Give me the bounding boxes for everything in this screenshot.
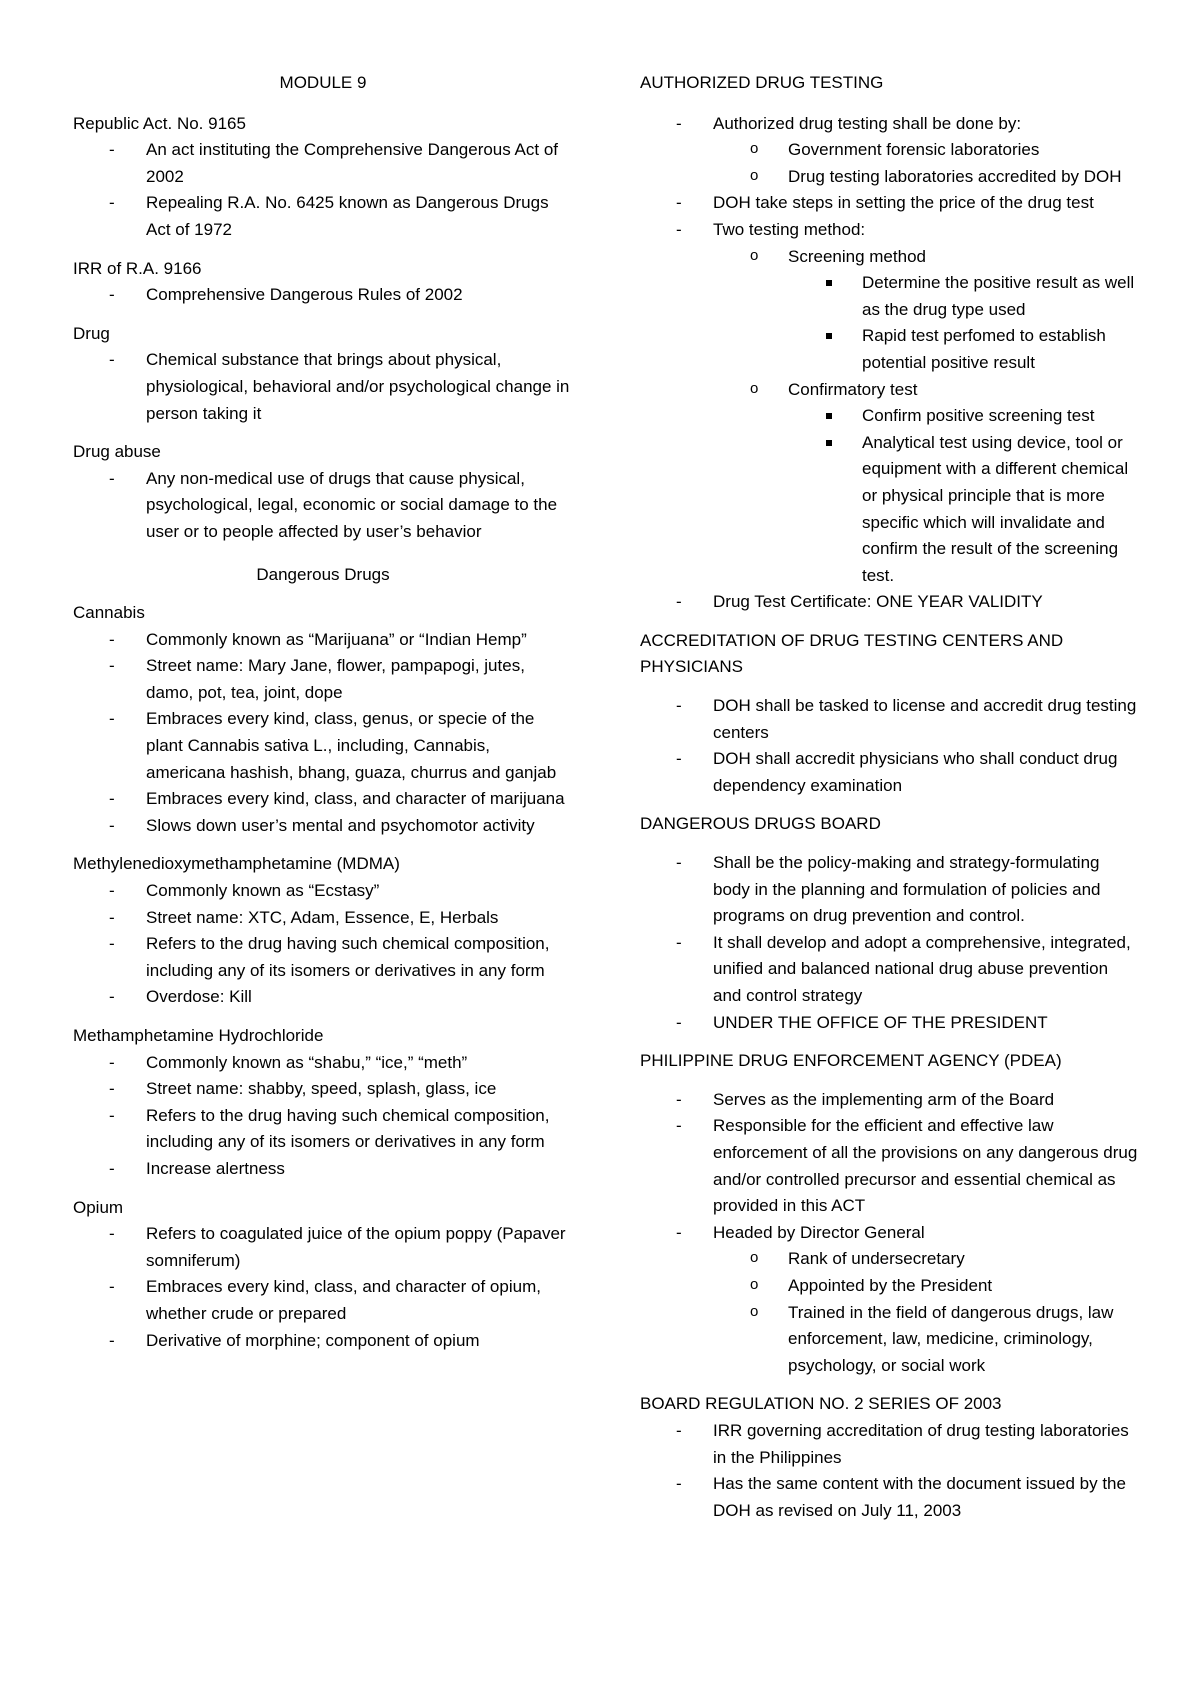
list-item: - Embraces every kind, class, and character of opium, whether crude or prepared: [73, 1274, 573, 1327]
dangerous-drugs-heading-wrap: [73, 562, 573, 589]
section-heading: PHILIPPINE DRUG ENFORCEMENT AGENCY (PDEA): [640, 1051, 1062, 1071]
sub-sub-list-item: Determine the positive result as well as the drug type used: [640, 270, 1140, 323]
list-item: - Commonly known as “Ecstasy”: [73, 878, 573, 905]
list-item: - Commonly known as “Marijuana” or “Indian Hemp”: [73, 627, 573, 654]
sub-list-item: o Drug testing laboratories accredited by DOH: [640, 164, 1140, 191]
section-irr: [73, 256, 573, 309]
sub-sub-list-item: Analytical test using device, tool or equipment with a different chemical or physical principle that is more specific which will invalidate and confirm the result of the screening test.: [640, 430, 1140, 590]
list-item: - Street name: Mary Jane, flower, pampapogi, jutes, damo, pot, tea, joint, dope: [73, 653, 573, 706]
list-item: - DOH shall be tasked to license and accredit drug testing centers: [640, 693, 1140, 746]
list-item-text: Authorized drug testing shall be done by:: [713, 113, 1022, 133]
list-item: - Serves as the implementing arm of the Board: [640, 1087, 1140, 1114]
list-item: - Comprehensive Dangerous Rules of 2002: [73, 282, 573, 309]
sub-sub-list: [788, 270, 1140, 376]
section-dangerous-drugs-board: [640, 811, 1140, 1036]
section-heading: Drug: [73, 323, 110, 343]
sub-list: [713, 137, 1140, 190]
list-item: [640, 1220, 1140, 1380]
module-title: MODULE 9: [279, 73, 367, 92]
dangerous-drugs-heading: Dangerous Drugs: [256, 564, 390, 584]
bullet-list: [640, 850, 1140, 1036]
list-item: - Commonly known as “shabu,” “ice,” “meth”: [73, 1050, 573, 1077]
list-item: - Embraces every kind, class, genus, or specie of the plant Cannabis sativa L., including, Cannabis, americana hashish, bhang, guaza, churrus and ganjab: [73, 706, 573, 786]
list-item: - Derivative of morphine; component of opium: [73, 1328, 573, 1355]
bullet-list: [640, 111, 1140, 616]
list-item: - UNDER THE OFFICE OF THE PRESIDENT: [640, 1010, 1140, 1037]
bullet-list: [73, 878, 573, 1011]
section-heading: Cannabis: [73, 603, 145, 623]
section-cannabis: [73, 600, 573, 839]
list-item-text: Two testing method:: [713, 219, 866, 239]
list-item: - Has the same content with the document issued by the DOH as revised on July 11, 2003: [640, 1471, 1140, 1524]
sub-list-item: [640, 377, 1140, 590]
section-methamphetamine: [73, 1023, 573, 1183]
list-item: - Street name: shabby, speed, splash, glass, ice: [73, 1076, 573, 1103]
sub-list: [713, 1246, 1140, 1379]
bullet-list: [73, 627, 573, 840]
list-item: - Any non-medical use of drugs that cause physical, psychological, legal, economic or social damage to the user or to people affected by user’s behavior: [73, 466, 573, 546]
list-item: - Refers to the drug having such chemical composition, including any of its isomers or derivatives in any form: [73, 1103, 573, 1156]
sub-list-item: o Trained in the field of dangerous drugs, law enforcement, law, medicine, criminology, psychology, or social work: [640, 1300, 1140, 1380]
section-opium: [73, 1195, 573, 1355]
section-mdma: [73, 851, 573, 1011]
section-heading: Methylenedioxymethamphetamine (MDMA): [73, 854, 400, 874]
section-authorized-testing: [640, 70, 1140, 616]
bullet-list: [73, 347, 573, 427]
list-item: - Drug Test Certificate: ONE YEAR VALIDITY: [640, 589, 1140, 616]
bullet-list: [73, 466, 573, 546]
section-drug: [73, 321, 573, 427]
list-item: - Shall be the policy-making and strategy-formulating body in the planning and formulation of policies and programs on drug prevention and control.: [640, 850, 1140, 930]
section-board-regulation: [640, 1391, 1140, 1524]
sub-list-item: o Government forensic laboratories: [640, 137, 1140, 164]
bullet-list: [73, 1050, 573, 1183]
list-item: - Refers to the drug having such chemical composition, including any of its isomers or derivatives in any form: [73, 931, 573, 984]
sub-sub-list: [788, 403, 1140, 589]
list-item: - Repealing R.A. No. 6425 known as Dangerous Drugs Act of 1972: [73, 190, 573, 243]
section-republic-act: [73, 111, 573, 244]
list-item: - Chemical substance that brings about physical, physiological, behavioral and/or psychological change in person taking it: [73, 347, 573, 427]
list-item: - An act instituting the Comprehensive Dangerous Act of 2002: [73, 137, 573, 190]
list-item: - IRR governing accreditation of drug testing laboratories in the Philippines: [640, 1418, 1140, 1471]
sub-sub-list-item: Confirm positive screening test: [640, 403, 1140, 430]
section-heading: ACCREDITATION OF DRUG TESTING CENTERS AND PHYSICIANS: [640, 630, 1064, 677]
bullet-list: [640, 693, 1140, 799]
sub-list-item: o Rank of undersecretary: [640, 1246, 1140, 1273]
sub-list-item-text: Confirmatory test: [788, 379, 918, 399]
list-item: - DOH shall accredit physicians who shall conduct drug dependency examination: [640, 746, 1140, 799]
section-heading: DANGEROUS DRUGS BOARD: [640, 814, 881, 834]
list-item: - Street name: XTC, Adam, Essence, E, Herbals: [73, 905, 573, 932]
bullet-list: [640, 1087, 1140, 1380]
section-heading: Methamphetamine Hydrochloride: [73, 1026, 324, 1045]
list-item: [640, 111, 1140, 191]
list-item: - Responsible for the efficient and effective law enforcement of all the provisions on any dangerous drug and/or controlled precursor and essential chemical as provided in this ACT: [640, 1113, 1140, 1219]
section-heading: Republic Act. No. 9165: [73, 113, 246, 133]
left-column: [73, 70, 573, 1366]
list-item: - Slows down user’s mental and psychomotor activity: [73, 813, 573, 840]
sub-list-item: [640, 244, 1140, 377]
list-item: - It shall develop and adopt a comprehensive, integrated, unified and balanced national drug abuse prevention and control strategy: [640, 930, 1140, 1010]
section-accreditation: [640, 628, 1140, 800]
section-heading: Opium: [73, 1197, 124, 1217]
section-heading: Drug abuse: [73, 442, 161, 462]
list-item: - Overdose: Kill: [73, 984, 573, 1011]
section-heading: BOARD REGULATION NO. 2 SERIES OF 2003: [640, 1394, 1002, 1414]
sub-list-item: o Appointed by the President: [640, 1273, 1140, 1300]
list-item: - Refers to coagulated juice of the opium poppy (Papaver somniferum): [73, 1221, 573, 1274]
sub-list: [713, 244, 1140, 590]
bullet-list: [73, 1221, 573, 1354]
section-heading: AUTHORIZED DRUG TESTING: [640, 73, 884, 92]
list-item: - DOH take steps in setting the price of the drug test: [640, 190, 1140, 217]
sub-sub-list-item: Rapid test perfomed to establish potential positive result: [640, 323, 1140, 376]
right-column: [640, 70, 1140, 1536]
section-heading: IRR of R.A. 9166: [73, 258, 202, 278]
bullet-list: [640, 1418, 1140, 1524]
section-pdea: [640, 1048, 1140, 1379]
section-drug-abuse: [73, 439, 573, 545]
list-item: [640, 217, 1140, 589]
bullet-list: [73, 282, 573, 309]
sub-list-item-text: Screening method: [788, 246, 926, 266]
list-item: - Increase alertness: [73, 1156, 573, 1183]
bullet-list: [73, 137, 573, 243]
list-item-text: Headed by Director General: [713, 1222, 925, 1242]
list-item: - Embraces every kind, class, and character of marijuana: [73, 786, 573, 813]
